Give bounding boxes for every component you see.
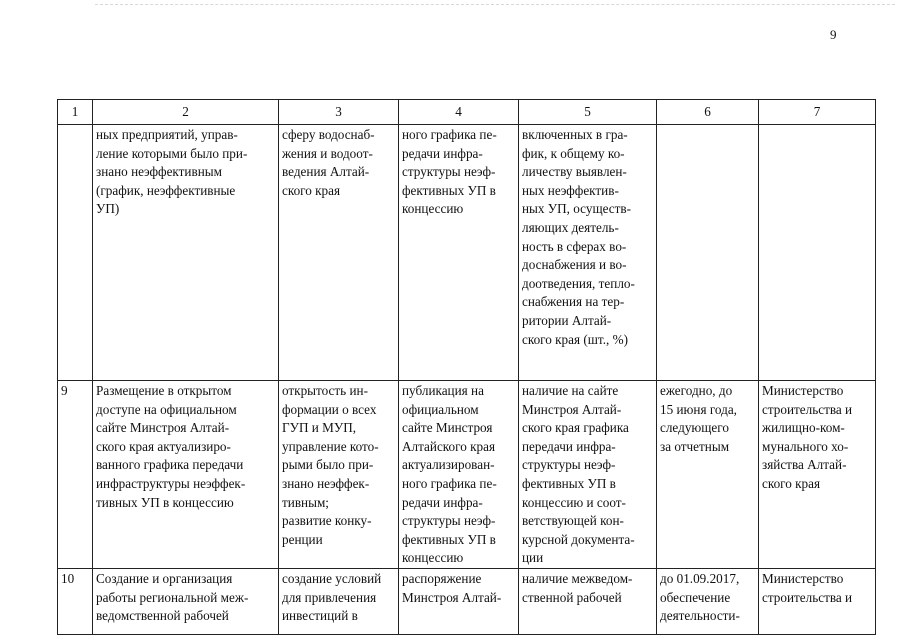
cell-text-line: ского края — [762, 475, 821, 491]
cell-text-line: обеспечение — [660, 589, 731, 605]
cell-text-line: развитие конку- — [282, 513, 372, 529]
cell-text-line: ность в сферах во- — [522, 238, 627, 254]
table-cell — [759, 381, 876, 569]
cell-text-line: распоряжение — [402, 570, 482, 586]
scan-edge-line — [95, 4, 895, 5]
cell-text-line: УП) — [96, 201, 120, 217]
header-cell: 7 — [759, 100, 876, 125]
cell-text-line: ведомственной рабочей — [96, 608, 229, 624]
cell-text-line: управление кото- — [282, 438, 379, 454]
page-number: 9 — [830, 27, 837, 42]
cell-text-line: доотведения, тепло- — [522, 275, 635, 291]
cell-text-line: ляющих деятель- — [522, 219, 619, 235]
cell-text-line: концессию — [402, 550, 464, 566]
table-row — [58, 125, 876, 381]
cell-text-line: ного графика пе- — [402, 475, 497, 491]
cell-text-line: за отчетным — [660, 438, 730, 454]
cell-text-line: курсной документа- — [522, 531, 635, 547]
cell-text-line: ГУП и МУП, — [282, 420, 357, 436]
cell-text-line: жения и водоот- — [282, 145, 373, 161]
table-cell — [58, 125, 93, 381]
cell-text-line: (график, неэффективные — [96, 182, 236, 198]
table-cell — [519, 568, 657, 634]
measures-table — [57, 99, 876, 635]
cell-text-line: структуры неэф- — [402, 164, 496, 180]
cell-text-line: официальном — [402, 401, 479, 417]
cell-text-line: ского края (шт., %) — [522, 331, 628, 347]
cell-text-line: для привлечения — [282, 589, 377, 605]
table-cell — [519, 381, 657, 569]
cell-text-line: ление которыми было при- — [96, 145, 248, 161]
cell-text-line: Минстроя Алтай- — [522, 401, 622, 417]
table-cell — [759, 568, 876, 634]
cell-text-line: знано неэффективным — [96, 164, 222, 180]
table-cell — [399, 381, 519, 569]
cell-text-line: ского края актуализиро- — [96, 438, 231, 454]
table-cell — [399, 125, 519, 381]
cell-text-line: личеству выявлен- — [522, 164, 627, 180]
cell-text-line: 9 — [61, 383, 68, 398]
cell-text-line: 10 — [61, 570, 75, 586]
cell-text-line: фективных УП в — [402, 531, 496, 547]
cell-text-line: формации о всех — [282, 401, 377, 417]
table-cell — [519, 125, 657, 381]
cell-text-line: ведения Алтай- — [282, 164, 370, 180]
table-cell — [657, 568, 759, 634]
cell-text-line: до 01.09.2017, — [660, 570, 740, 586]
header-cell: 5 — [519, 100, 657, 125]
cell-text-line: тивных УП в концессию — [96, 494, 234, 510]
cell-text-line: мунального хо- — [762, 438, 849, 454]
cell-text-line: ского края графика — [522, 420, 629, 436]
cell-text-line: доснабжения и во- — [522, 257, 627, 273]
cell-text-line: структуры неэф- — [402, 513, 496, 529]
table-header-row — [58, 100, 876, 125]
cell-text-line: актуализирован- — [402, 457, 495, 473]
cell-text-line: инвестиций в — [282, 608, 358, 624]
table-row — [58, 568, 876, 634]
cell-text-line: структуры неэф- — [522, 457, 616, 473]
cell-text-line: тивным; — [282, 494, 329, 510]
cell-text-line: редачи инфра- — [402, 145, 483, 161]
table-cell — [58, 568, 93, 634]
cell-text-line: Алтайского края — [402, 438, 496, 454]
cell-text-line: рыми было при- — [282, 457, 374, 473]
table-cell — [657, 125, 759, 381]
cell-text-line: ции — [522, 550, 544, 566]
cell-text-line: редачи инфра- — [402, 494, 483, 510]
cell-text-line: фективных УП в — [522, 475, 616, 491]
cell-text-line: передачи инфра- — [522, 438, 616, 454]
table-cell — [58, 381, 93, 569]
header-cell: 6 — [657, 100, 759, 125]
table-cell — [759, 125, 876, 381]
header-cell: 1 — [58, 100, 93, 125]
cell-text-line: ренции — [282, 531, 323, 547]
header-cell: 4 — [399, 100, 519, 125]
cell-text-line: ванного графика передачи — [96, 457, 244, 473]
table-cell — [279, 381, 399, 569]
table-cell — [279, 125, 399, 381]
cell-text-line: 15 июня года, — [660, 401, 737, 417]
table-cell — [399, 568, 519, 634]
cell-text-line: сайте Минстроя — [402, 420, 493, 436]
cell-text-line: снабжения на тер- — [522, 294, 625, 310]
cell-text-line: знано неэффек- — [282, 475, 370, 491]
cell-text-line: Министерство — [762, 570, 844, 586]
cell-text-line: ежегодно, до — [660, 383, 733, 398]
cell-text-line: строительства и — [762, 401, 853, 417]
cell-text-line: Размещение в открытом — [96, 383, 232, 398]
cell-text-line: концессию и соот- — [522, 494, 626, 510]
header-cell: 2 — [93, 100, 279, 125]
cell-text-line: ных предприятий, управ- — [96, 127, 238, 142]
table-cell — [93, 381, 279, 569]
cell-text-line: открытость ин- — [282, 383, 368, 398]
cell-text-line: создание условий — [282, 570, 382, 586]
cell-text-line: работы региональной меж- — [96, 589, 249, 605]
cell-text-line: публикация на — [402, 383, 484, 398]
cell-text-line: жилищно-ком- — [762, 420, 845, 436]
cell-text-line: Министерство — [762, 383, 844, 398]
cell-text-line: следующего — [660, 420, 729, 436]
table-cell — [657, 381, 759, 569]
cell-text-line: фик, к общему ко- — [522, 145, 625, 161]
cell-text-line: деятельности- — [660, 608, 740, 624]
cell-text-line: наличие межведом- — [522, 570, 633, 586]
cell-text-line: ных неэффектив- — [522, 182, 619, 198]
table-cell — [279, 568, 399, 634]
cell-text-line: строительства и — [762, 589, 853, 605]
cell-text-line: фективных УП в — [402, 182, 496, 198]
cell-text-line: наличие на сайте — [522, 383, 619, 398]
cell-text-line: ветствующей кон- — [522, 513, 624, 529]
cell-text-line: ных УП, осуществ- — [522, 201, 632, 217]
table-cell — [93, 125, 279, 381]
table-cell — [93, 568, 279, 634]
cell-text-line: сферу водоснаб- — [282, 127, 375, 142]
cell-text-line: ственной рабочей — [522, 589, 622, 605]
table-row — [58, 381, 876, 569]
cell-text-line: инфраструктуры неэффек- — [96, 475, 246, 491]
cell-text-line: зяйства Алтай- — [762, 457, 847, 473]
cell-text-line: ритории Алтай- — [522, 312, 612, 328]
cell-text-line: Минстроя Алтай- — [402, 589, 502, 605]
cell-text-line: ного графика пе- — [402, 127, 497, 142]
cell-text-line: концессию — [402, 201, 464, 217]
cell-text-line: Создание и организация — [96, 570, 233, 586]
cell-text-line: доступе на официальном — [96, 401, 237, 417]
cell-text-line: ского края — [282, 182, 341, 198]
header-cell: 3 — [279, 100, 399, 125]
cell-text-line: включенных в гра- — [522, 127, 628, 142]
cell-text-line: сайте Минстроя Алтай- — [96, 420, 230, 436]
